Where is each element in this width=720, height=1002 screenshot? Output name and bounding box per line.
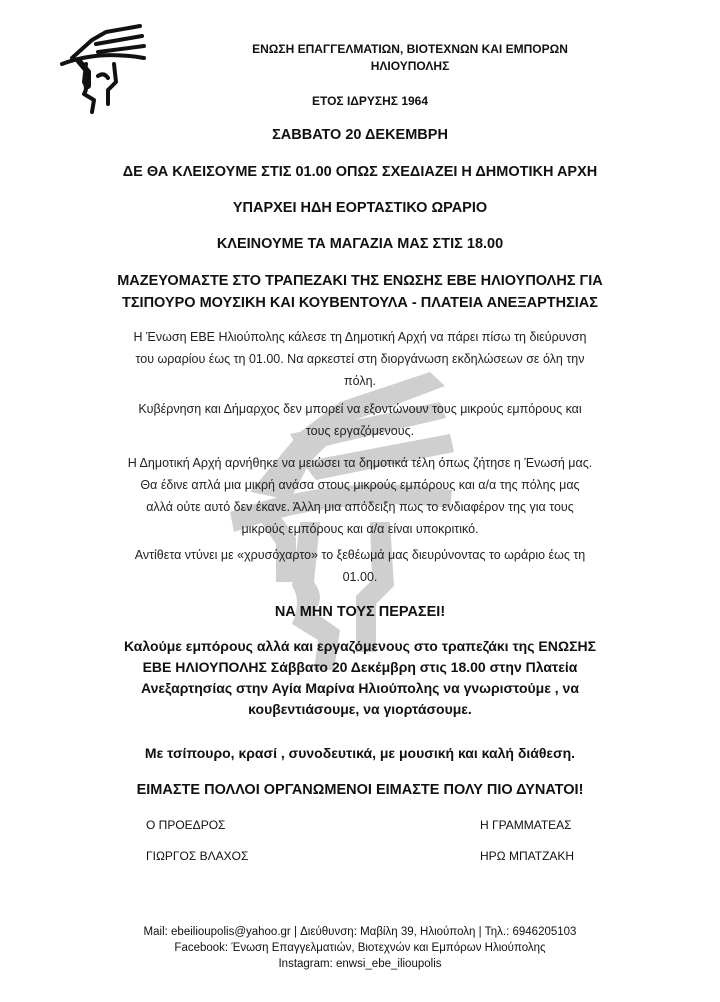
- signature-right-title: Η ΓΡΑΜΜΑΤΕΑΣ: [480, 818, 572, 832]
- paragraph-line: πόλη.: [343, 374, 376, 388]
- footer-facebook: Facebook: Ένωση Επαγγελματιών, Βιοτεχνών και Εμπόρων Ηλιούπολης: [174, 942, 546, 954]
- paragraph-line: Αντίθετα ντύνει με «χρυσόχαρτο» το ξεθέωμά μας διευρύνοντας το ωράριο έως τη: [134, 548, 586, 562]
- invitation-line: κουβεντιάσουμε, να γιορτάσουμε.: [248, 701, 472, 717]
- organization-name: [200, 41, 620, 75]
- invitation: [80, 636, 640, 720]
- paragraph-line: αλλά ούτε αυτό δεν έκανε. Άλλη μια απόδειξη πως το ενδιαφέρον της για τους: [146, 500, 574, 514]
- closing-slogan: ΕΙΜΑΣΤΕ ΠΟΛΛΟΙ ΟΡΓΑΝΩΜΕΝΟΙ ΕΙΜΑΣΤΕ ΠΟΛΥ ΠΙΟ ΔΥΝΑΤΟΙ!: [136, 782, 584, 798]
- hermes-head-logo-icon: [58, 20, 150, 116]
- paragraph-municipal-fees: [80, 452, 640, 540]
- invitation-line: ΕΒΕ ΗΛΙΟΥΠΟΛΗΣ Σάββατο 20 Δεκέμβρη στις 18.00 στην Πλατεία: [142, 659, 578, 675]
- paragraph-line: Κυβέρνηση και Δήμαρχος δεν μπορεί να εξοντώνουν τους μικρούς εμπόρους και: [138, 402, 582, 416]
- headline-festive-hours: ΥΠΑΡΧΕΙ ΗΔΗ ΕΟΡΤΑΣΤΙΚΟ ΩΡΑΡΙΟ: [232, 200, 488, 216]
- headline-closing-time: ΚΛΕΙΝΟΥΜΕ ΤΑ ΜΑΓΑΖΙΑ ΜΑΣ ΣΤΙΣ 18.00: [216, 236, 504, 252]
- paragraph-government: [90, 398, 630, 442]
- paragraph-line: Θα έδινε απλά μια μικρή ανάσα στους μικρούς εμπόρους και α/α της πόλης μας: [140, 478, 580, 492]
- paragraph-line: του ωραρίου έως τη 01.00. Να αρκεστεί στη διοργάνωση εκδηλώσεων σε όλη την: [135, 352, 585, 366]
- drinks-line: Με τσίπουρο, κρασί , συνοδευτικά, με μουσική και καλή διάθεση.: [144, 745, 576, 761]
- organization-name-line2: ΗΛΙΟΥΠΟΛΗΣ: [370, 59, 450, 73]
- headline-gathering: [70, 270, 650, 314]
- paragraph-extension: [80, 544, 640, 588]
- signature-left-title: Ο ΠΡΟΕΔΡΟΣ: [146, 818, 226, 832]
- paragraph-line: 01.00.: [342, 570, 378, 584]
- footer-instagram: Instagram: enwsi_ebe_ilioupolis: [278, 958, 442, 970]
- headline-gathering-line2: ΤΣΙΠΟΥΡΟ ΜΟΥΣΙΚΗ ΚΑΙ ΚΟΥΒΕΝΤΟΥΛΑ - ΠΛΑΤΕΙΑ ΑΝΕΞΑΡΤΗΣΙΑΣ: [122, 295, 598, 311]
- footer-contact-info: [60, 924, 660, 972]
- paragraph-line: τους εργαζόμενους.: [305, 424, 415, 438]
- paragraph-request: [90, 326, 630, 392]
- headline-date: ΣΑΒΒΑΤΟ 20 ΔΕΚΕΜΒΡΗ: [272, 127, 448, 143]
- slogan: ΝΑ ΜΗΝ ΤΟΥΣ ΠΕΡΑΣΕΙ!: [274, 604, 446, 620]
- headline-not-closing: ΔΕ ΘΑ ΚΛΕΙΣΟΥΜΕ ΣΤΙΣ 01.00 ΟΠΩΣ ΣΧΕΔΙΑΖΕΙ Η ΔΗΜΟΤΙΚΗ ΑΡΧΗ: [122, 164, 598, 180]
- signature-left-name: ΓΙΩΡΓΟΣ ΒΛΑΧΟΣ: [146, 849, 249, 863]
- invitation-line: Καλούμε εμπόρους αλλά και εργαζόμενους στο τραπεζάκι της ΕΝΩΣΗΣ: [124, 638, 596, 654]
- signature-right-name: ΗΡΩ ΜΠΑΤΖΑΚΗ: [480, 849, 575, 863]
- invitation-line: Ανεξαρτησίας στην Αγία Μαρίνα Ηλιούπολης να γνωριστούμε , να: [141, 680, 579, 696]
- paragraph-line: Η Ένωση ΕΒΕ Ηλιούπολης κάλεσε τη Δημοτική Αρχή να πάρει πίσω τη διεύρυνση: [133, 330, 587, 344]
- organization-name-line1: ΕΝΩΣΗ ΕΠΑΓΓΕΛΜΑΤΙΩΝ, ΒΙΟΤΕΧΝΩΝ ΚΑΙ ΕΜΠΟΡΩΝ: [252, 42, 568, 56]
- paragraph-line: μικρούς εμπόρους και α/α είναι υποκριτικό.: [241, 522, 479, 536]
- founded-year: ΕΤΟΣ ΙΔΡΥΣΗΣ 1964: [311, 94, 429, 108]
- footer-contact: Mail: ebeilioupolis@yahoo.gr | Διεύθυνση: Μαβίλη 39, Ηλιούπολη | Τηλ.: 6946205103: [143, 926, 577, 938]
- paragraph-line: Η Δημοτική Αρχή αρνήθηκε να μειώσει τα δημοτικά τέλη όπως ζήτησε η Ένωσή μας.: [127, 456, 593, 470]
- headline-gathering-line1: ΜΑΖΕΥΟΜΑΣΤΕ ΣΤΟ ΤΡΑΠΕΖΑΚΙ ΤΗΣ ΕΝΩΣΗΣ ΕΒΕ ΗΛΙΟΥΠΟΛΗΣ ΓΙΑ: [117, 273, 603, 289]
